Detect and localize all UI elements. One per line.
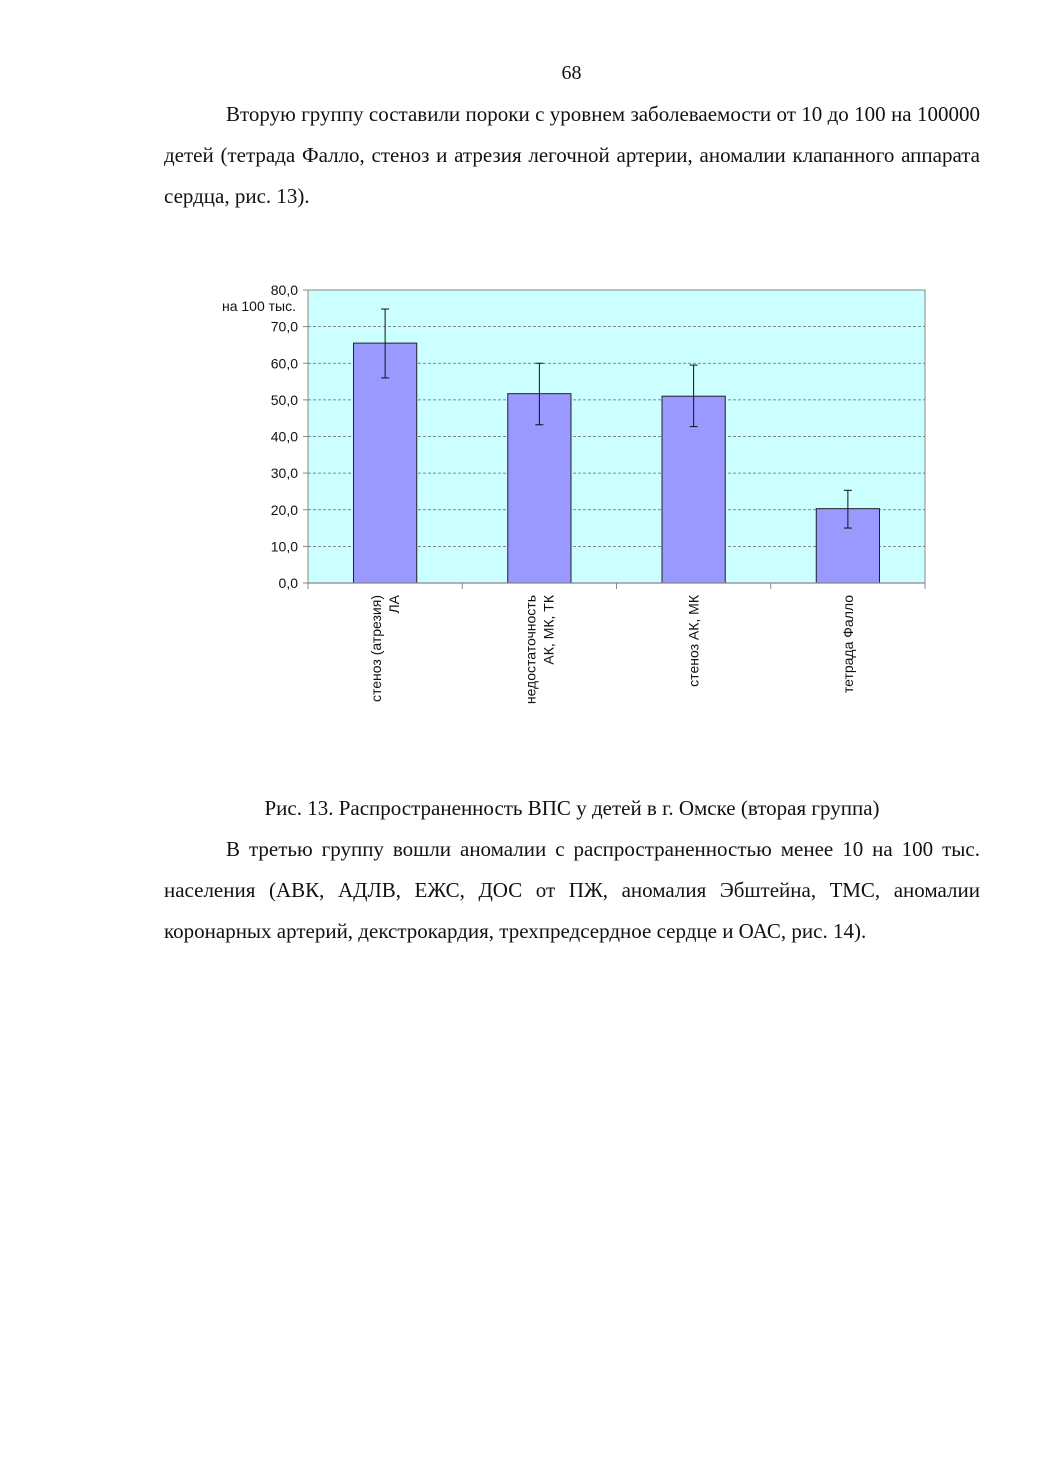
y-tick-label: 0,0 bbox=[278, 575, 298, 591]
x-category-label: ЛА bbox=[386, 595, 403, 614]
x-category-label: АК, МК, ТК bbox=[540, 595, 557, 665]
bar-chart bbox=[0, 270, 1039, 740]
x-axis-labels bbox=[368, 594, 856, 704]
x-category-label: стеноз (атрезия) bbox=[368, 595, 385, 703]
y-tick-label: 30,0 bbox=[270, 465, 298, 482]
x-category-label: стеноз АК, МК bbox=[685, 595, 702, 687]
y-tick-label: 70,0 bbox=[270, 318, 298, 335]
y-tick-label: 40,0 bbox=[270, 428, 298, 445]
bar bbox=[354, 343, 417, 583]
y-tick-label: 10,0 bbox=[270, 538, 298, 555]
paragraph-2: В третью группу вошли аномалии с распространенностью менее 10 на 100 тыс. населения (АВК, АДЛВ, ЕЖС, ДОС от ПЖ, аномалия Эбштейна, ТМС, аномалии коронарных артерий, декстрокардия, трехпредсердное сердце и ОАС, рис. 14). bbox=[164, 837, 980, 943]
y-axis-ticks bbox=[271, 282, 308, 591]
paragraph-1: Вторую группу составили пороки с уровнем заболеваемости от 10 до 100 на 100000 детей (тетрада Фалло, стеноз и атрезия легочной артерии, аномалии клапанного аппарата сердца, рис. 13). bbox=[164, 102, 980, 208]
page-number: 68 bbox=[561, 62, 582, 84]
y-tick-label: 80,0 bbox=[270, 282, 298, 298]
x-category-label: тетрада Фалло bbox=[839, 595, 856, 694]
y-tick-label: 50,0 bbox=[270, 391, 298, 408]
y-tick-label: 60,0 bbox=[270, 355, 298, 372]
y-axis-label: на 100 тыс. bbox=[221, 298, 296, 314]
y-tick-label: 20,0 bbox=[270, 501, 298, 518]
figure-caption: Рис. 13. Распространенность ВПС у детей в г. Омске (вторая группа) bbox=[264, 796, 880, 820]
figure-13 bbox=[0, 270, 1039, 740]
x-category-label: недостаточность bbox=[522, 595, 539, 705]
x-axis-ticks bbox=[308, 583, 925, 589]
